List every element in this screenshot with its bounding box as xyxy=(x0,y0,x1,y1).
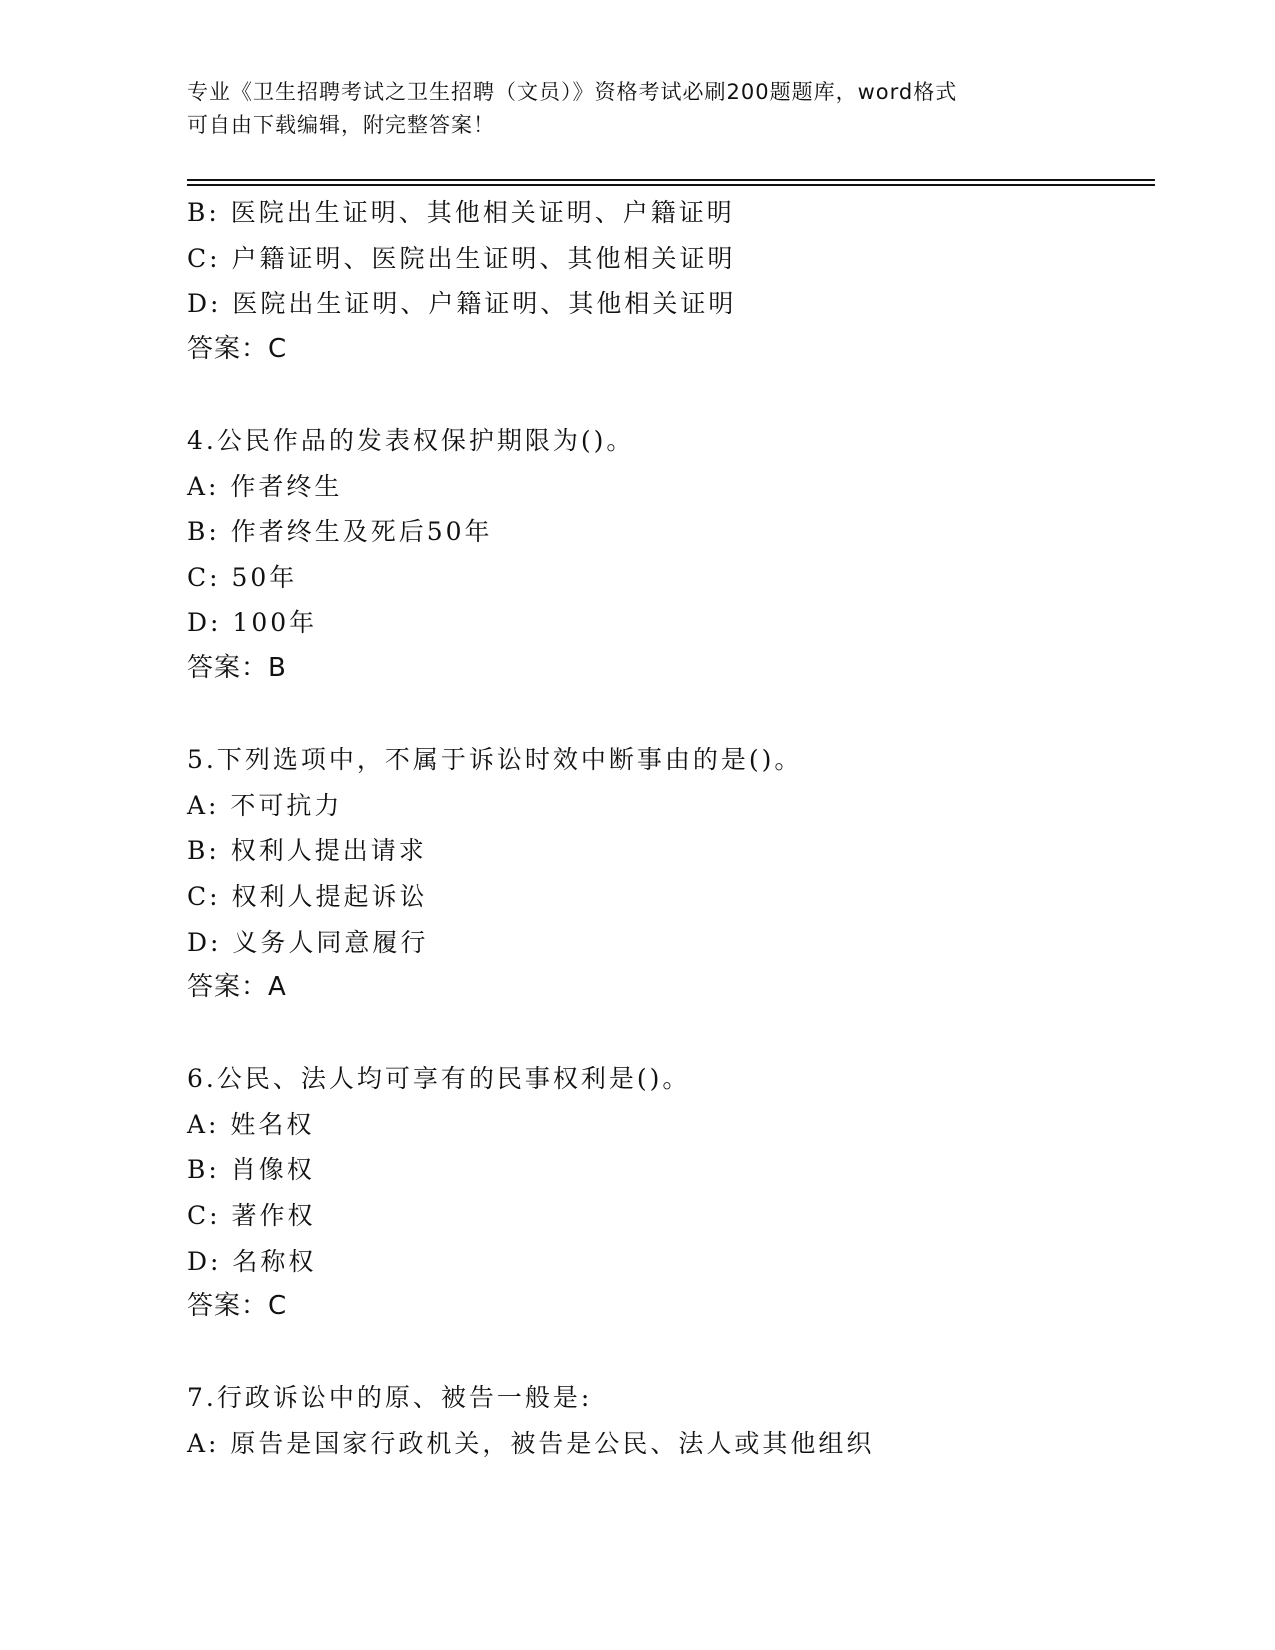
option-c-q3: C: 户籍证明、医院出生证明、其他相关证明 xyxy=(187,243,736,273)
document-header xyxy=(187,76,1087,142)
option-c-q5: C: 权利人提起诉讼 xyxy=(187,881,428,911)
question-7: 7.行政诉讼中的原、被告一般是: xyxy=(187,1383,593,1413)
option-a-q4: A: 作者终生 xyxy=(187,471,343,501)
header-line-1: 专业《卫生招聘考试之卫生招聘（文员）》资格考试必刷200题题库，word格式 xyxy=(187,80,958,104)
spacer xyxy=(187,1330,1155,1376)
header-line-2: 可自由下载编辑，附完整答案！ xyxy=(187,113,495,137)
question-6: 6.公民、法人均可享有的民事权利是()。 xyxy=(187,1064,691,1094)
option-b-q6: B: 肖像权 xyxy=(187,1155,315,1185)
answer-q5: 答案：A xyxy=(187,972,287,1003)
option-c-q4: C: 50年 xyxy=(187,562,298,592)
header-divider-bottom xyxy=(187,184,1155,186)
option-c-q6: C: 著作权 xyxy=(187,1201,316,1231)
spacer xyxy=(187,372,1155,418)
header-divider-top xyxy=(187,179,1155,181)
option-d-q6: D: 名称权 xyxy=(187,1246,317,1276)
option-a-q6: A: 姓名权 xyxy=(187,1109,315,1139)
question-4: 4.公民作品的发表权保护期限为()。 xyxy=(187,425,635,455)
question-list xyxy=(187,190,1155,1467)
answer-q3: 答案：C xyxy=(187,333,288,364)
option-d-q5: D: 义务人同意履行 xyxy=(187,927,429,957)
option-d-q4: D: 100年 xyxy=(187,608,318,638)
option-b-q5: B: 权利人提出请求 xyxy=(187,836,427,866)
answer-q4: 答案：B xyxy=(187,652,287,683)
option-b-q4: B: 作者终生及死后50年 xyxy=(187,517,493,547)
option-a-q7: A: 原告是国家行政机关，被告是公民、法人或其他组织 xyxy=(187,1429,875,1459)
option-d-q3: D: 医院出生证明、户籍证明、其他相关证明 xyxy=(187,289,737,319)
option-a-q5: A: 不可抗力 xyxy=(187,790,343,820)
spacer xyxy=(187,1011,1155,1057)
spacer xyxy=(187,692,1155,738)
option-b-q3: B: 医院出生证明、其他相关证明、户籍证明 xyxy=(187,198,735,227)
question-5: 5.下列选项中，不属于诉讼时效中断事由的是()。 xyxy=(187,745,803,775)
answer-q6: 答案：C xyxy=(187,1291,288,1322)
